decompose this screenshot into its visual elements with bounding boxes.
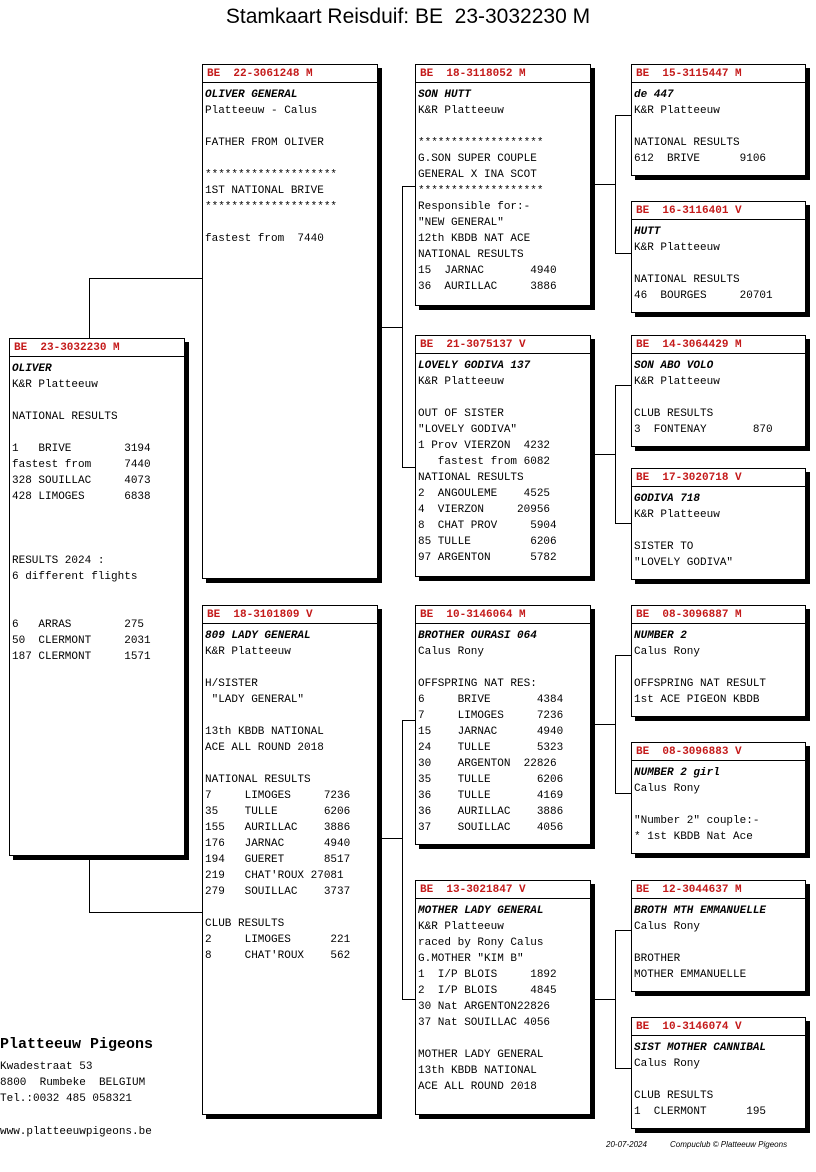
- card-text-line: 328 SOUILLAC 4073: [12, 475, 151, 487]
- card-text-line: K&R Platteeuw: [634, 509, 720, 521]
- pigeon-name: SIST MOTHER CANNIBAL: [634, 1042, 767, 1054]
- card-text-line: [634, 660, 805, 676]
- card-text-line: 1ST NATIONAL BRIVE: [205, 185, 324, 197]
- connector-line: [594, 184, 615, 185]
- card-text-line: 15 JARNAC 4940: [418, 726, 564, 738]
- card-text-line: *******************: [418, 185, 544, 197]
- card-text-line: fastest from 6082: [418, 456, 551, 468]
- connector-line: [89, 855, 90, 912]
- card-text-line: 36 TULLE 4169: [418, 790, 564, 802]
- card-text-line: [205, 215, 377, 231]
- card-text-line: G.SON SUPER COUPLE: [418, 153, 537, 165]
- ring-number: BE 12-3044637 M: [632, 883, 805, 899]
- pedigree-card-sire-dam: [415, 335, 591, 577]
- card-text-line: "LOVELY GODIVA": [634, 557, 734, 569]
- card-text-line: 50 CLERMONT 2031: [12, 635, 151, 647]
- connector-line: [594, 724, 615, 725]
- connector-line: [402, 720, 403, 1000]
- card-text-line: [205, 119, 377, 135]
- card-text-line: Responsible for:-: [418, 201, 531, 213]
- footer-phone: Tel.:0032 485 058321: [0, 1093, 133, 1105]
- pedigree-card-dam-dam: [415, 880, 591, 1115]
- card-text-line: *******************: [418, 137, 544, 149]
- card-text-line: 3 FONTENAY 870: [634, 424, 773, 436]
- card-text-line: [634, 1072, 805, 1088]
- pedigree-card-sss: [631, 64, 806, 176]
- card-text-line: 1 I/P BLOIS 1892: [418, 969, 557, 981]
- card-text-line: [12, 505, 184, 521]
- card-text-line: MOTHER EMMANUELLE: [634, 969, 747, 981]
- card-text-line: 194 GUERET 8517: [205, 854, 351, 866]
- card-text-line: "LOVELY GODIVA": [418, 424, 518, 436]
- card-text-line: NATIONAL RESULTS: [418, 249, 524, 261]
- card-text-line: RESULTS 2024 :: [12, 555, 105, 567]
- card-text-line: ********************: [205, 169, 338, 181]
- card-text-line: 1 BRIVE 3194: [12, 443, 151, 455]
- footer-loft-name: Platteeuw Pigeons: [0, 1036, 154, 1053]
- pigeon-name: BROTH MTH EMMANUELLE: [634, 905, 767, 917]
- ring-number: BE 08-3096887 M: [632, 608, 805, 624]
- pigeon-name: BROTHER OURASI 064: [418, 630, 537, 642]
- ring-number: BE 14-3064429 M: [632, 338, 805, 354]
- connector-line: [615, 523, 632, 524]
- card-text-line: [12, 585, 184, 601]
- card-text-line: K&R Platteeuw: [418, 921, 504, 933]
- card-text-line: MOTHER LADY GENERAL: [418, 1049, 544, 1061]
- card-text-line: 36 AURILLAC 3886: [418, 806, 564, 818]
- card-text-line: [205, 708, 377, 724]
- ring-number: BE 23-3032230 M: [10, 341, 184, 357]
- card-text-line: [634, 119, 805, 135]
- card-text-line: [634, 797, 805, 813]
- card-text-line: CLUB RESULTS: [205, 918, 285, 930]
- card-text-line: 2 LIMOGES 221: [205, 934, 351, 946]
- card-text-line: Calus Rony: [634, 1058, 701, 1070]
- ring-number: BE 18-3101809 V: [203, 608, 377, 624]
- card-text-line: 8 CHAT'ROUX 562: [205, 950, 351, 962]
- card-text-line: OFFSPRING NAT RES:: [418, 678, 537, 690]
- ring-number: BE 08-3096883 V: [632, 745, 805, 761]
- card-text-line: [634, 390, 805, 406]
- card-text-line: K&R Platteeuw: [205, 646, 291, 658]
- card-text-line: 6 BRIVE 4384: [418, 694, 564, 706]
- card-text-line: 30 Nat ARGENTON22826: [418, 1001, 551, 1013]
- card-text-line: fastest from 7440: [205, 233, 324, 245]
- pigeon-name: SON ABO VOLO: [634, 360, 714, 372]
- connector-line: [402, 186, 403, 468]
- card-text-line: 612 BRIVE 9106: [634, 153, 767, 165]
- card-text-line: [12, 601, 184, 617]
- card-text-line: 2 ANGOULEME 4525: [418, 488, 551, 500]
- pedigree-card-dam-sire: [415, 605, 591, 845]
- card-text-line: 2 I/P BLOIS 4845: [418, 985, 557, 997]
- connector-line: [615, 115, 632, 116]
- connector-line: [615, 115, 616, 253]
- card-text-line: "NEW GENERAL": [418, 217, 504, 229]
- connector-line: [615, 793, 632, 794]
- card-text-line: ACE ALL ROUND 2018: [205, 742, 324, 754]
- pigeon-name: SON HUTT: [418, 89, 471, 101]
- pigeon-name: OLIVER GENERAL: [205, 89, 298, 101]
- connector-line: [594, 999, 615, 1000]
- card-text-line: * 1st KBDB Nat Ace: [634, 831, 753, 843]
- pedigree-card-sire-sire: [415, 64, 591, 306]
- pedigree-card-ssd: [631, 201, 806, 313]
- connector-line: [615, 385, 632, 386]
- card-text-line: [634, 935, 805, 951]
- card-text-line: K&R Platteeuw: [634, 376, 720, 388]
- card-text-line: 35 TULLE 6206: [205, 806, 351, 818]
- card-text-line: FATHER FROM OLIVER: [205, 137, 324, 149]
- ring-number: BE 15-3115447 M: [632, 67, 805, 83]
- card-text-line: 30 ARGENTON 22826: [418, 758, 557, 770]
- ring-number: BE 10-3146064 M: [416, 608, 590, 624]
- card-text-line: OUT OF SISTER: [418, 408, 504, 420]
- card-text-line: Calus Rony: [634, 646, 701, 658]
- card-text-line: 97 ARGENTON 5782: [418, 552, 557, 564]
- connector-line: [615, 655, 632, 656]
- card-text-line: [634, 256, 805, 272]
- card-text-line: 24 TULLE 5323: [418, 742, 564, 754]
- connector-line: [89, 278, 204, 279]
- card-text-line: 37 Nat SOUILLAC 4056: [418, 1017, 551, 1029]
- card-text-line: [418, 660, 590, 676]
- card-text-line: [418, 119, 590, 135]
- card-text-line: 37 SOUILLAC 4056: [418, 822, 564, 834]
- pigeon-name: NUMBER 2 girl: [634, 767, 720, 779]
- card-text-line: Calus Rony: [634, 921, 701, 933]
- connector-line: [615, 930, 632, 931]
- card-text-line: [205, 660, 377, 676]
- connector-line: [615, 253, 632, 254]
- card-text-line: 176 JARNAC 4940: [205, 838, 351, 850]
- pedigree-card-dss: [631, 605, 806, 717]
- card-text-line: 7 LIMOGES 7236: [418, 710, 564, 722]
- card-text-line: Platteeuw - Calus: [205, 105, 318, 117]
- print-date: 20-07-2024: [606, 1140, 647, 1149]
- card-text-line: ACE ALL ROUND 2018: [418, 1081, 537, 1093]
- card-text-line: [12, 537, 184, 553]
- pedigree-card-dam: [202, 605, 378, 1115]
- connector-line: [615, 655, 616, 793]
- card-text-line: CLUB RESULTS: [634, 408, 714, 420]
- card-text-line: K&R Platteeuw: [634, 242, 720, 254]
- card-text-line: 4 VIERZON 20956: [418, 504, 551, 516]
- card-text-line: NATIONAL RESULTS: [418, 472, 524, 484]
- card-text-line: [205, 151, 377, 167]
- card-text-line: NATIONAL RESULTS: [634, 274, 740, 286]
- pigeon-name: HUTT: [634, 226, 661, 238]
- ring-number: BE 17-3020718 V: [632, 471, 805, 487]
- card-text-line: CLUB RESULTS: [634, 1090, 714, 1102]
- ring-number: BE 21-3075137 V: [416, 338, 590, 354]
- card-text-line: 279 SOUILLAC 3737: [205, 886, 351, 898]
- card-text-line: [12, 425, 184, 441]
- card-text-line: fastest from 7440: [12, 459, 151, 471]
- card-text-line: "Number 2" couple:-: [634, 815, 760, 827]
- pedigree-card-sire: [202, 64, 378, 579]
- card-text-line: SISTER TO: [634, 541, 694, 553]
- card-text-line: G.MOTHER "KIM B": [418, 953, 524, 965]
- card-text-line: 219 CHAT'ROUX 27081: [205, 870, 344, 882]
- card-text-line: 13th KBDB NATIONAL: [205, 726, 324, 738]
- card-text-line: ********************: [205, 201, 338, 213]
- connector-line: [380, 327, 402, 328]
- pigeon-name: MOTHER LADY GENERAL: [418, 905, 544, 917]
- card-text-line: [12, 393, 184, 409]
- card-text-line: 187 CLERMONT 1571: [12, 651, 151, 663]
- card-text-line: 46 BOURGES 20701: [634, 290, 773, 302]
- connector-line: [89, 278, 90, 340]
- credit-line: Compuclub © Platteeuw Pigeons: [670, 1140, 788, 1149]
- card-text-line: 36 AURILLAC 3886: [418, 281, 557, 293]
- ring-number: BE 18-3118052 M: [416, 67, 590, 83]
- card-text-line: 1 CLERMONT 195: [634, 1106, 767, 1118]
- pigeon-name: LOVELY GODIVA 137: [418, 360, 531, 372]
- pedigree-card-subject: [9, 338, 185, 856]
- card-text-line: K&R Platteeuw: [418, 376, 504, 388]
- card-text-line: Calus Rony: [634, 783, 701, 795]
- card-text-line: GENERAL X INA SCOT: [418, 169, 537, 181]
- connector-line: [615, 930, 616, 1068]
- connector-line: [615, 385, 616, 523]
- card-text-line: 428 LIMOGES 6838: [12, 491, 151, 503]
- card-text-line: [418, 390, 590, 406]
- page-title: Stamkaart Reisduif: BE 23-3032230 M: [225, 5, 591, 28]
- pigeon-name: 809 LADY GENERAL: [205, 630, 311, 642]
- card-text-line: H/SISTER: [205, 678, 258, 690]
- card-text-line: 35 TULLE 6206: [418, 774, 564, 786]
- pedigree-card-dsd: [631, 742, 806, 854]
- pigeon-name: OLIVER: [12, 363, 52, 375]
- card-text-line: 15 JARNAC 4940: [418, 265, 557, 277]
- connector-line: [594, 454, 615, 455]
- card-text-line: 85 TULLE 6206: [418, 536, 557, 548]
- pedigree-card-dds: [631, 880, 806, 992]
- card-text-line: K&R Platteeuw: [418, 105, 504, 117]
- footer-website[interactable]: www.platteeuwpigeons.be: [0, 1126, 152, 1138]
- ring-number: BE 10-3146074 V: [632, 1020, 805, 1036]
- pigeon-name: GODIVA 718: [634, 493, 701, 505]
- connector-line: [615, 1068, 632, 1069]
- card-text-line: [12, 521, 184, 537]
- card-text-line: BROTHER: [634, 953, 681, 965]
- footer-street: Kwadestraat 53: [0, 1061, 93, 1073]
- pigeon-name: de 447: [634, 89, 674, 101]
- card-text-line: 6 different flights: [12, 571, 138, 583]
- footer-city: 8800 Rumbeke BELGIUM: [0, 1077, 146, 1089]
- connector-line: [89, 912, 204, 913]
- pedigree-card-sds: [631, 335, 806, 447]
- card-text-line: 7 LIMOGES 7236: [205, 790, 351, 802]
- card-text-line: K&R Platteeuw: [634, 105, 720, 117]
- pedigree-card-ddd: [631, 1017, 806, 1129]
- card-text-line: [205, 900, 377, 916]
- ring-number: BE 22-3061248 M: [203, 67, 377, 83]
- card-text-line: [634, 523, 805, 539]
- card-text-line: 1st ACE PIGEON KBDB: [634, 694, 760, 706]
- card-text-line: 6 ARRAS 275: [12, 619, 145, 631]
- card-text-line: [418, 1031, 590, 1047]
- ring-number: BE 16-3116401 V: [632, 204, 805, 220]
- card-text-line: Calus Rony: [418, 646, 485, 658]
- card-text-line: "LADY GENERAL": [205, 694, 305, 706]
- card-text-line: 1 Prov VIERZON 4232: [418, 440, 551, 452]
- card-text-line: 12th KBDB NAT ACE: [418, 233, 531, 245]
- card-text-line: 13th KBDB NATIONAL: [418, 1065, 537, 1077]
- ring-number: BE 13-3021847 V: [416, 883, 590, 899]
- card-text-line: [205, 756, 377, 772]
- card-text-line: raced by Rony Calus: [418, 937, 544, 949]
- card-text-line: NATIONAL RESULTS: [634, 137, 740, 149]
- pedigree-card-sdd: [631, 468, 806, 580]
- card-text-line: 8 CHAT PROV 5904: [418, 520, 557, 532]
- pigeon-name: NUMBER 2: [634, 630, 687, 642]
- card-text-line: NATIONAL RESULTS: [12, 411, 118, 423]
- card-text-line: 155 AURILLAC 3886: [205, 822, 351, 834]
- card-text-line: OFFSPRING NAT RESULT: [634, 678, 767, 690]
- card-text-line: NATIONAL RESULTS: [205, 774, 311, 786]
- connector-line: [380, 838, 402, 839]
- card-text-line: K&R Platteeuw: [12, 379, 98, 391]
